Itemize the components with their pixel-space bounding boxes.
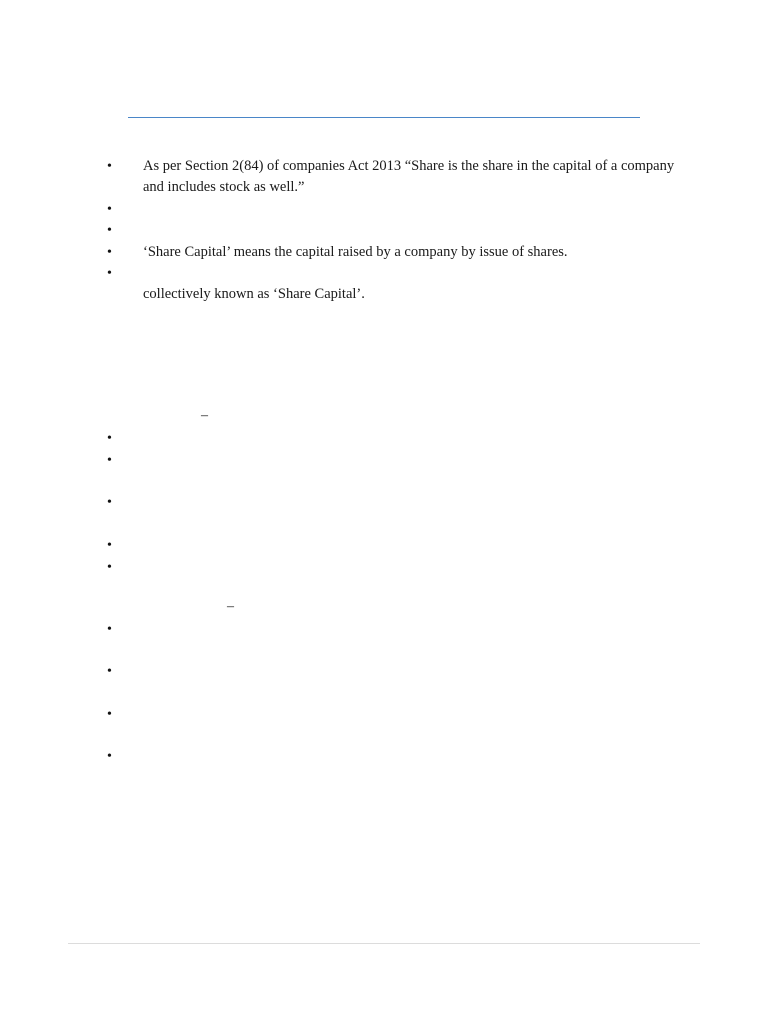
- bullet-glyph: •: [107, 266, 112, 281]
- bullet-glyph: •: [107, 431, 112, 446]
- bullet-glyph: •: [107, 707, 112, 722]
- header-rule: [128, 117, 640, 118]
- share-definition-line-2: and includes stock as well.”: [143, 179, 305, 195]
- bullet-glyph: •: [107, 560, 112, 575]
- bullet-glyph: •: [107, 538, 112, 553]
- bullet-glyph: •: [107, 159, 112, 174]
- bullet-glyph: •: [107, 202, 112, 217]
- section-dash: –: [227, 599, 234, 614]
- bullet-glyph: •: [107, 453, 112, 468]
- section-dash: –: [201, 408, 208, 423]
- bullet-glyph: •: [107, 664, 112, 679]
- share-capital-continuation: collectively known as ‘Share Capital’.: [143, 286, 365, 302]
- bullet-glyph: •: [107, 245, 112, 260]
- bullet-glyph: •: [107, 622, 112, 637]
- bullet-glyph: •: [107, 223, 112, 238]
- bullet-glyph: •: [107, 495, 112, 510]
- bullet-glyph: •: [107, 749, 112, 764]
- share-capital-definition: ‘Share Capital’ means the capital raised by a company by issue of shares.: [143, 244, 568, 260]
- share-definition-line-1: As per Section 2(84) of companies Act 2013 “Share is the share in the capital of a company: [143, 158, 675, 174]
- footer-rule: [68, 943, 700, 944]
